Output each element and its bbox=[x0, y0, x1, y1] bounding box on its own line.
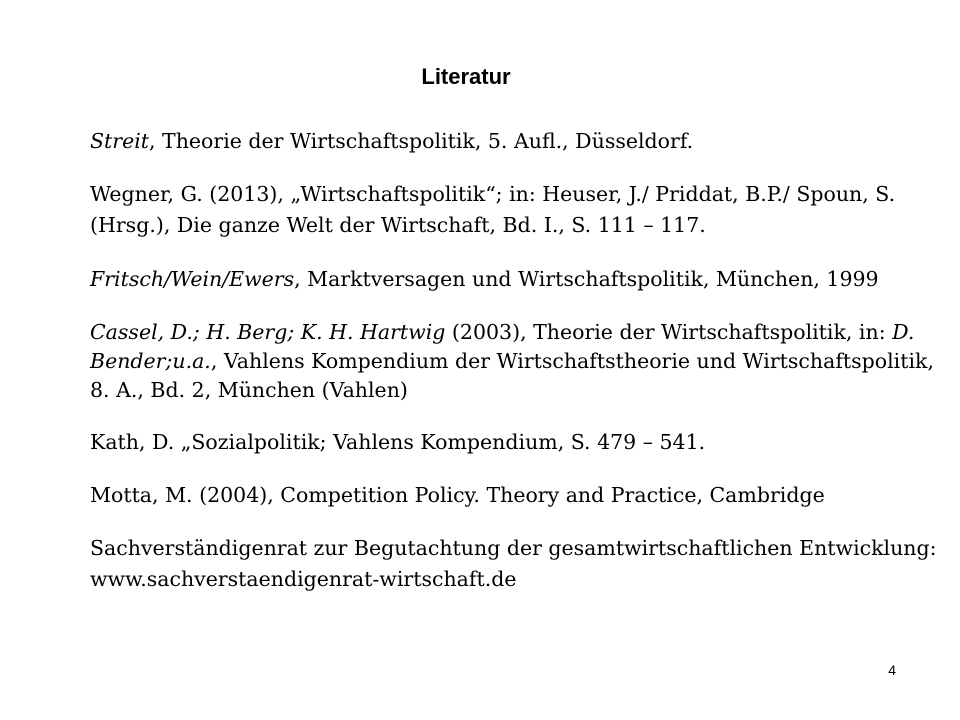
reference-fritsch bbox=[90, 263, 940, 296]
reference-text: Sachverständigenrat zur Begutachtung der gesamtwirtschaftlichen Entwicklung: www.sachverstaendigenrat-wirtschaft.de bbox=[90, 536, 937, 591]
reference-editor: D. Bender;u.a. bbox=[90, 320, 915, 373]
reference-text: , Marktversagen und Wirtschaftspolitik, München, 1999 bbox=[294, 267, 879, 291]
reference-author: Fritsch/Wein/Ewers bbox=[90, 267, 295, 291]
reference-text: Kath, D. „Sozialpolitik; Vahlens Kompendium, S. 479 – 541. bbox=[90, 430, 706, 454]
reference-text: , Vahlens Kompendium der Wirtschaftstheorie und Wirtschaftspolitik, 8. A., Bd. 2, München (Vahlen) bbox=[90, 349, 934, 402]
reference-text: Wegner, G. (2013), „Wirtschaftspolitik“; in: Heuser, J./ Priddat, B.P./ Spoun, S. (Hrsg.), Die ganze Welt der Wirtschaft, Bd. I., S. 111 – 117. bbox=[90, 182, 896, 237]
reference-text: Motta, M. (2004), Competition Policy. Theory and Practice, Cambridge bbox=[90, 483, 825, 507]
reference-sachverstaendigenrat bbox=[90, 533, 940, 595]
page-number: 4 bbox=[888, 662, 896, 678]
reference-author: Streit bbox=[90, 129, 150, 153]
reference-wegner bbox=[90, 179, 940, 241]
slide-title: Literatur bbox=[421, 64, 511, 89]
reference-text: , Theorie der Wirtschaftspolitik, 5. Aufl., Düsseldorf. bbox=[149, 129, 694, 153]
reference-streit bbox=[90, 126, 940, 157]
reference-list bbox=[90, 126, 940, 617]
reference-cassel bbox=[90, 318, 940, 405]
reference-kath bbox=[90, 427, 940, 458]
reference-text: (2003), Theorie der Wirtschaftspolitik, in: bbox=[445, 320, 893, 344]
reference-author: Cassel, D.; H. Berg; K. H. Hartwig bbox=[90, 320, 446, 344]
reference-motta bbox=[90, 480, 940, 511]
